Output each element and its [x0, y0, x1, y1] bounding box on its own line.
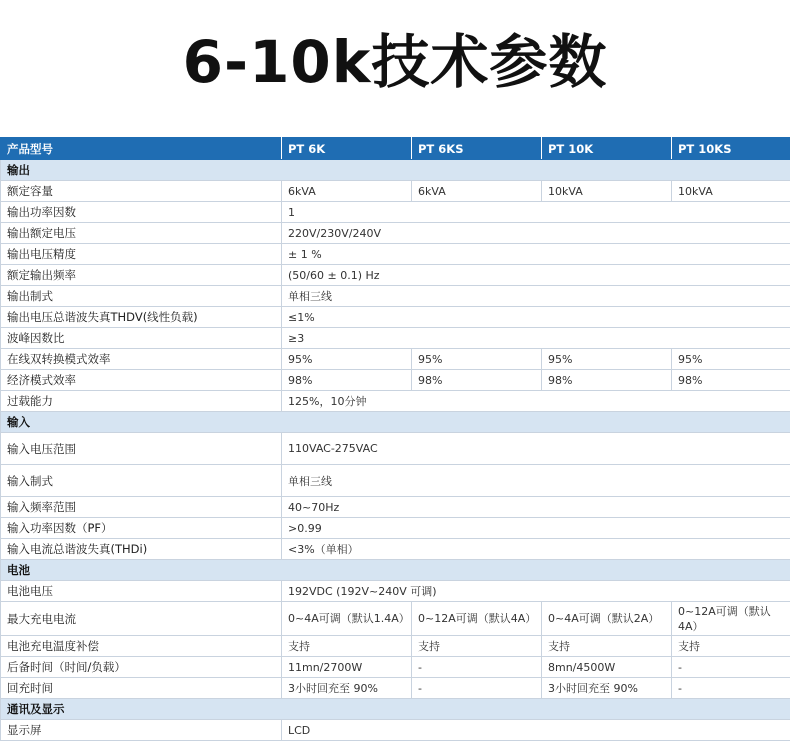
table-row [1, 286, 790, 307]
param-value-cell: 0~4A可调（默认1.4A） [282, 602, 412, 636]
param-value-cell: 3小时回充至 90% [542, 678, 672, 699]
param-label: 输入制式 [1, 465, 282, 497]
param-label: 后备时间（时间/负载） [1, 657, 282, 678]
param-value: ≤1% [282, 307, 790, 328]
param-value: <3%（单相） [282, 539, 790, 560]
param-value: 单相三线 [282, 286, 790, 307]
param-value-cell: 95% [412, 349, 542, 370]
param-value: 192VDC (192V~240V 可调) [282, 581, 790, 602]
table-row [1, 657, 790, 678]
param-value-cell: 95% [542, 349, 672, 370]
param-label: 显示屏 [1, 720, 282, 741]
section-row [1, 560, 790, 581]
param-label: 输出额定电压 [1, 223, 282, 244]
table-body [1, 160, 790, 741]
param-value: 单相三线 [282, 465, 790, 497]
param-value-cell: 95% [672, 349, 790, 370]
param-value-cell: 11mn/2700W [282, 657, 412, 678]
param-label: 输入电流总谐波失真(THDi) [1, 539, 282, 560]
section-title: 输出 [1, 160, 790, 181]
param-label: 电池电压 [1, 581, 282, 602]
param-label: 输出电压总谐波失真THDV(线性负载) [1, 307, 282, 328]
param-value: (50/60 ± 0.1) Hz [282, 265, 790, 286]
param-value-cell: - [412, 657, 542, 678]
param-label: 输出电压精度 [1, 244, 282, 265]
table-row [1, 349, 790, 370]
table-row [1, 465, 790, 497]
section-title: 输入 [1, 412, 790, 433]
param-label: 输入频率范围 [1, 497, 282, 518]
param-value-cell: 0~12A可调（默认4A） [672, 602, 790, 636]
param-value-cell: 95% [282, 349, 412, 370]
table-row [1, 720, 790, 741]
param-value-cell: - [412, 678, 542, 699]
param-value-cell: 98% [672, 370, 790, 391]
section-row [1, 412, 790, 433]
param-label: 输入电压范围 [1, 433, 282, 465]
param-label: 在线双转换模式效率 [1, 349, 282, 370]
param-label: 额定输出频率 [1, 265, 282, 286]
table-row [1, 202, 790, 223]
table-row [1, 518, 790, 539]
param-value-cell: 10kVA [672, 181, 790, 202]
table-row [1, 539, 790, 560]
table-row [1, 602, 790, 636]
table-row [1, 265, 790, 286]
param-value: 40~70Hz [282, 497, 790, 518]
header-cell-model: 产品型号 [1, 138, 282, 160]
param-value-cell: 3小时回充至 90% [282, 678, 412, 699]
param-value: ≥3 [282, 328, 790, 349]
table-row [1, 307, 790, 328]
param-value: >0.99 [282, 518, 790, 539]
param-value-cell: 支持 [412, 636, 542, 657]
header-cell-pt6ks: PT 6KS [412, 138, 542, 160]
header-cell-pt6k: PT 6K [282, 138, 412, 160]
param-value: LCD [282, 720, 790, 741]
param-value-cell: 6kVA [412, 181, 542, 202]
table-header-row [1, 138, 790, 160]
table-row [1, 678, 790, 699]
param-value-cell: 10kVA [542, 181, 672, 202]
param-label: 最大充电电流 [1, 602, 282, 636]
param-label: 输入功率因数（PF） [1, 518, 282, 539]
header-cell-pt10ks: PT 10KS [672, 138, 790, 160]
param-value: 220V/230V/240V [282, 223, 790, 244]
table-row [1, 223, 790, 244]
param-label: 输出功率因数 [1, 202, 282, 223]
param-value: ± 1 % [282, 244, 790, 265]
param-label: 额定容量 [1, 181, 282, 202]
page-title: 6-10k技术参数 [0, 22, 790, 102]
param-value-cell: 98% [282, 370, 412, 391]
param-label: 经济模式效率 [1, 370, 282, 391]
param-value-cell: 8mn/4500W [542, 657, 672, 678]
header-cell-pt10k: PT 10K [542, 138, 672, 160]
table-row [1, 581, 790, 602]
table-row [1, 370, 790, 391]
param-value-cell: 98% [412, 370, 542, 391]
param-value: 110VAC-275VAC [282, 433, 790, 465]
param-label: 过载能力 [1, 391, 282, 412]
param-value-cell: - [672, 678, 790, 699]
table-row [1, 497, 790, 518]
param-label: 回充时间 [1, 678, 282, 699]
param-value-cell: 0~12A可调（默认4A） [412, 602, 542, 636]
table-row [1, 181, 790, 202]
table-row [1, 244, 790, 265]
param-value: 125%，10分钟 [282, 391, 790, 412]
section-title: 电池 [1, 560, 790, 581]
table-row [1, 433, 790, 465]
param-value-cell: 98% [542, 370, 672, 391]
section-title: 通讯及显示 [1, 699, 790, 720]
param-value-cell: 支持 [672, 636, 790, 657]
param-label: 输出制式 [1, 286, 282, 307]
param-value-cell: 支持 [282, 636, 412, 657]
param-label: 波峰因数比 [1, 328, 282, 349]
param-value-cell: 支持 [542, 636, 672, 657]
param-label: 电池充电温度补偿 [1, 636, 282, 657]
param-value-cell: 6kVA [282, 181, 412, 202]
section-row [1, 160, 790, 181]
param-value-cell: - [672, 657, 790, 678]
spec-table [0, 137, 790, 741]
section-row [1, 699, 790, 720]
table-row [1, 636, 790, 657]
param-value: 1 [282, 202, 790, 223]
table-row [1, 391, 790, 412]
table-row [1, 328, 790, 349]
param-value-cell: 0~4A可调（默认2A） [542, 602, 672, 636]
